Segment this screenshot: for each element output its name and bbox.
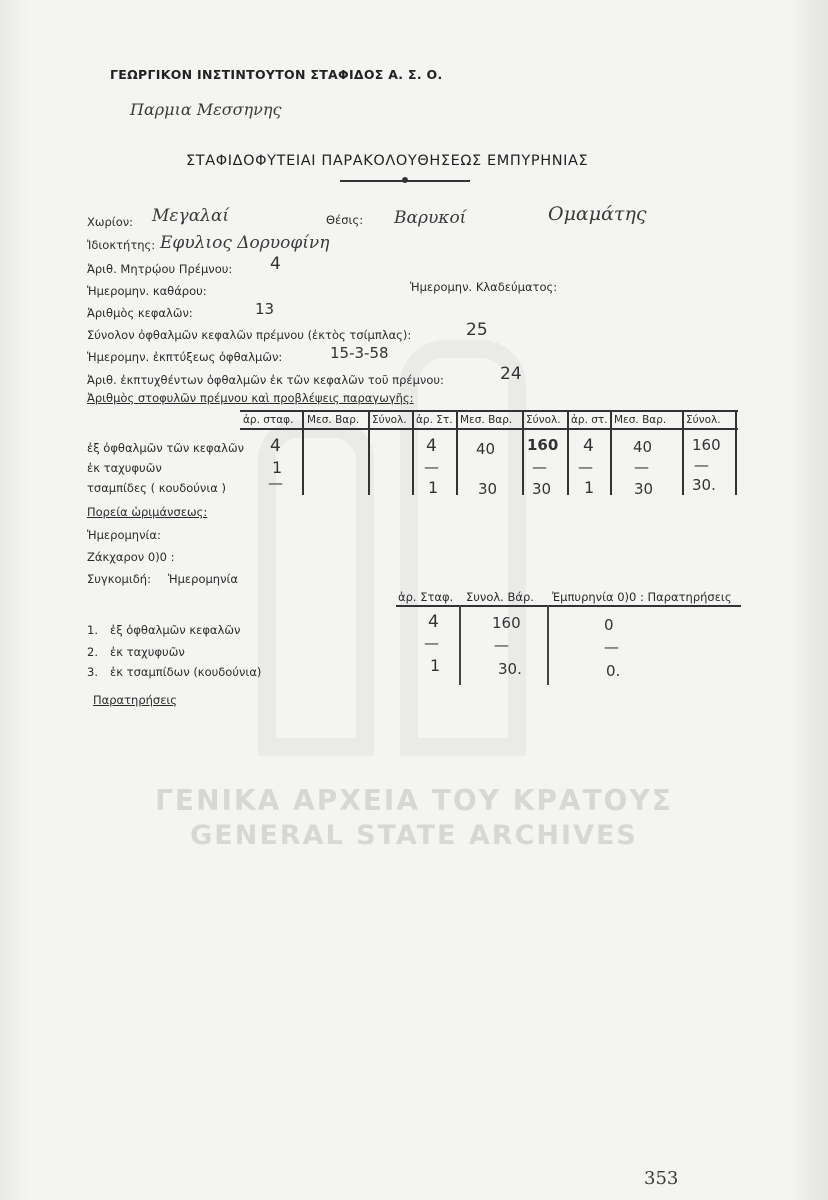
fc-cell: 1 xyxy=(428,478,439,497)
ht-row-weight: 30. xyxy=(498,660,522,678)
fc-header-0: ἀρ. σταφ. xyxy=(243,414,294,426)
sprout-date-label: Ἡμερομην. ἐκπτύξεως ὀφθαλμῶν: xyxy=(87,350,283,364)
fc-cell: 1 xyxy=(584,478,595,497)
fc-cell: 30. xyxy=(692,476,716,494)
form-title: ΣΤΑΦΙΔΟΦΥΤΕΙΑΙ ΠΑΡΑΚΟΛΟΥΘΗΣΕΩΣ ΕΜΠΥΡΗΝΙΑΣ xyxy=(186,153,589,169)
fc-header-1: Μεσ. Βαρ. xyxy=(307,414,360,426)
fc-cell: — xyxy=(694,456,709,474)
position-label: Θέσις: xyxy=(326,213,364,227)
ht-header-line xyxy=(396,605,741,607)
fc-header-8: Σύνολ. xyxy=(686,414,721,426)
fc-cell: 1 xyxy=(272,458,283,477)
fc-row-label-2: τσαμπίδες ( κουδούνια ) xyxy=(87,481,226,495)
ht-row-rate: 0 xyxy=(604,616,614,634)
fc-col-line xyxy=(456,410,458,495)
fc-col-line xyxy=(302,410,304,495)
owner-value: Εφυλιος Δορυοφίνη xyxy=(160,233,330,253)
position-extra: Ομαμάτης xyxy=(548,203,647,225)
position-value: Βαρυκοί xyxy=(394,208,467,228)
fc-col-line xyxy=(567,410,569,495)
ht-row-num: 3. xyxy=(87,665,98,679)
fc-cell: 30 xyxy=(532,480,552,498)
watermark-greek: ΓΕΝΙΚΑ ΑΡΧΕΙΑ ΤΟΥ ΚΡΑΤΟΥΣ xyxy=(155,784,673,817)
institute-header: ΓΕΩΡΓΙΚΟΝ ΙΝΣΤΙΝΤΟΥΤΟΝ ΣΤΑΦΙΔΟΣ Α. Σ. Ο. xyxy=(110,67,443,82)
fc-row-label-1: ἐκ ταχυφυῶν xyxy=(87,461,162,475)
heads-value: 13 xyxy=(255,300,275,318)
cleaning-label: Ἡμερομην. καθάρου: xyxy=(87,284,207,298)
title-divider-dot xyxy=(402,177,408,183)
owner-label: Ἰδιοκτήτης: xyxy=(87,238,156,252)
handwritten-region: Παρμια Μεσσηνης xyxy=(130,100,282,119)
fc-col-line xyxy=(735,410,737,495)
fc-header-5: Σύνολ. xyxy=(526,414,561,426)
ht-row-count: 1 xyxy=(430,656,441,675)
village-value: Μεγαλαί xyxy=(152,206,230,226)
ht-header-rate: Ἐμπυρηνία 0)0 : Παρατηρήσεις xyxy=(552,590,732,604)
fc-cell: — xyxy=(424,458,439,476)
fc-cell: 4 xyxy=(426,436,437,456)
fc-col-line xyxy=(682,410,684,495)
forecast-table-top-border xyxy=(240,410,738,412)
forecast-label: Ἀριθμὸς στοφυλῶν πρέμνου καὶ προβλέψεις παραγωγῆς: xyxy=(87,391,414,405)
fc-cell: 4 xyxy=(270,436,281,456)
remarks-label: Παρατηρήσεις xyxy=(93,693,178,707)
sprouted-count-value: 24 xyxy=(500,364,522,384)
ht-row-label: ἐκ τσαμπίδων (κουδούνια) xyxy=(110,665,262,679)
fc-cell: 30 xyxy=(634,480,654,498)
fc-cell: — xyxy=(634,458,649,476)
heads-label: Ἀριθμὸς κεφαλῶν: xyxy=(87,306,193,320)
ht-row-count: 4 xyxy=(428,612,439,632)
fc-cell: — xyxy=(268,474,283,492)
ht-header-count: ἀρ. Σταφ. xyxy=(398,590,454,604)
fc-header-2: Σύνολ. xyxy=(372,414,407,426)
registry-label: Ἀριθ. Μητρῴου Πρέμνου: xyxy=(87,262,233,276)
pruning-label: Ἡμερομην. Κλαδεύματος: xyxy=(410,280,558,294)
ht-row-num: 1. xyxy=(87,623,98,637)
fc-cell: 40 xyxy=(633,438,653,456)
eyes-total-value: 25 xyxy=(466,320,488,340)
ht-header-weight: Συνολ. Βάρ. xyxy=(466,590,534,604)
ht-row-rate: 0. xyxy=(606,662,621,680)
ht-row-rate: — xyxy=(604,638,619,656)
fc-row-label-0: ἐξ ὀφθαλμῶν τῶν κεφαλῶν xyxy=(87,441,245,455)
ht-row-weight: — xyxy=(494,636,509,654)
ht-row-count: — xyxy=(424,634,439,652)
village-label: Χωρίον: xyxy=(87,215,134,229)
sugar-label: Ζάκχαρον 0)0 : xyxy=(87,550,175,564)
sprouted-count-label: Ἀριθ. ἐκπτυχθέντων ὀφθαλμῶν ἐκ τῶν κεφαλῶν τοῦ πρέμνου: xyxy=(87,373,444,387)
ht-row-weight: 160 xyxy=(492,614,521,632)
fc-cell: 30 xyxy=(478,480,498,498)
ht-row-num: 2. xyxy=(87,645,98,659)
ht-col-line xyxy=(459,605,461,685)
harvest-date-label: Ἡμερομηνία xyxy=(168,572,238,586)
forecast-table-header-border xyxy=(240,428,738,430)
ht-row-label: ἐκ ταχυφυῶν xyxy=(110,645,185,659)
fc-header-7: Μεσ. Βαρ. xyxy=(614,414,667,426)
page-number: 353 xyxy=(644,1168,679,1189)
eyes-total-label: Σύνολον ὀφθαλμῶν κεφαλῶν πρέμνου (ἐκτὸς τσίμπλας): xyxy=(87,328,412,342)
ripening-title: Πορεία ὡριμάνσεως: xyxy=(87,505,208,519)
watermark-english: GENERAL STATE ARCHIVES xyxy=(190,820,638,851)
fc-header-4: Μεσ. Βαρ. xyxy=(460,414,513,426)
ht-col-line xyxy=(547,605,549,685)
fc-col-line xyxy=(368,410,370,495)
registry-value: 4 xyxy=(270,254,281,274)
fc-cell: 160 xyxy=(527,436,559,454)
fc-cell: 40 xyxy=(476,440,496,458)
sprout-date-value: 15-3-58 xyxy=(330,344,389,362)
fc-col-line xyxy=(610,410,612,495)
fc-cell: 4 xyxy=(583,436,594,456)
fc-col-line xyxy=(522,410,524,495)
fc-header-6: ἀρ. στ. xyxy=(571,414,608,426)
fc-col-line xyxy=(412,410,414,495)
ripening-date-label: Ἡμερομηνία: xyxy=(87,528,161,542)
fc-cell: 160 xyxy=(692,436,721,454)
fc-cell: — xyxy=(532,458,547,476)
fc-cell: — xyxy=(578,458,593,476)
fc-header-3: ἀρ. Στ. xyxy=(416,414,453,426)
archive-logo-watermark-right xyxy=(400,340,526,756)
ht-row-label: ἐξ ὀφθαλμῶν κεφαλῶν xyxy=(110,623,241,637)
harvest-label: Συγκομιδή: xyxy=(87,572,151,586)
